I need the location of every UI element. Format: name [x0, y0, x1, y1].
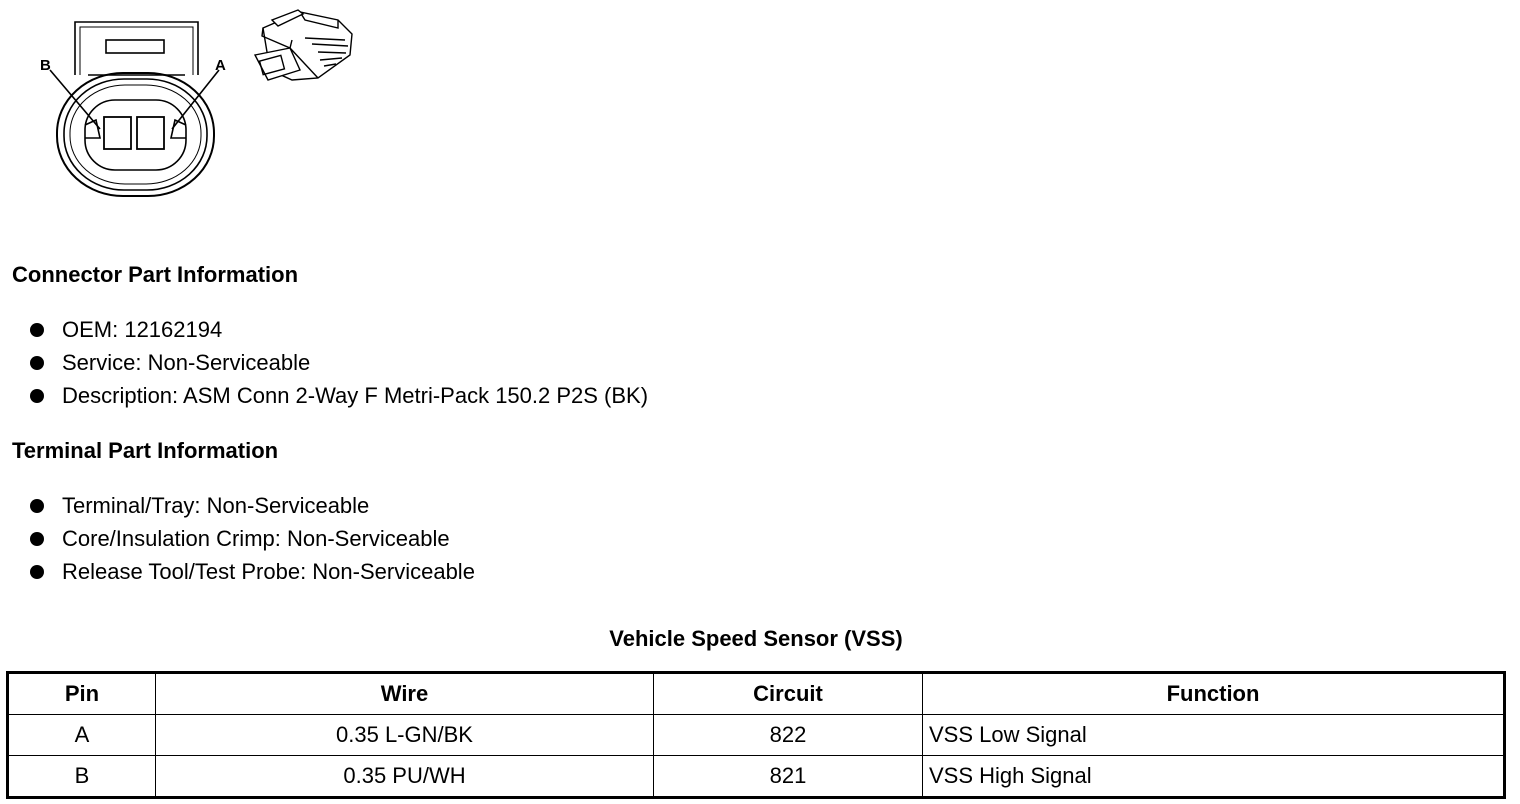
column-header-pin: Pin: [8, 673, 156, 715]
cell-pin: A: [8, 715, 156, 756]
list-item-text: Service: Non-Serviceable: [62, 350, 311, 375]
table-title: Vehicle Speed Sensor (VSS): [609, 626, 903, 651]
list-item-text: Release Tool/Test Probe: Non-Serviceable: [62, 559, 475, 584]
cell-wire: 0.35 L-GN/BK: [156, 715, 654, 756]
table-row: [8, 756, 1505, 798]
list-item: [28, 346, 648, 379]
cell-circuit: 822: [654, 715, 923, 756]
list-item: [28, 379, 648, 412]
column-header-circuit: Circuit: [654, 673, 923, 715]
table-row: [8, 715, 1505, 756]
terminal-info-heading: Terminal Part Information: [12, 438, 279, 463]
pinout-table: [6, 671, 1506, 799]
bullet-icon: [30, 356, 44, 370]
cell-wire: 0.35 PU/WH: [156, 756, 654, 798]
pin-a-label: A: [215, 57, 226, 74]
cell-circuit: 821: [654, 756, 923, 798]
cell-function: VSS Low Signal: [923, 715, 1505, 756]
terminal-info-list: [28, 489, 475, 588]
connector-info-list: [28, 313, 648, 412]
list-item-text: Description: ASM Conn 2-Way F Metri-Pack 150.2 P2S (BK): [62, 383, 649, 408]
list-item: [28, 489, 475, 522]
column-header-wire: Wire: [156, 673, 654, 715]
bullet-icon: [30, 389, 44, 403]
cell-pin: B: [8, 756, 156, 798]
bullet-icon: [30, 499, 44, 513]
connector-info-heading: Connector Part Information: [12, 262, 299, 287]
bullet-icon: [30, 323, 44, 337]
bullet-icon: [30, 532, 44, 546]
pin-b-label: B: [40, 57, 51, 74]
list-item-text: OEM: 12162194: [62, 317, 223, 342]
list-item: [28, 522, 475, 555]
connector-illustration: [0, 0, 370, 215]
list-item: [28, 313, 648, 346]
table-header-row: [8, 673, 1505, 715]
column-header-function: Function: [923, 673, 1505, 715]
connector-face-drawing: [50, 22, 219, 196]
list-item-text: Core/Insulation Crimp: Non-Serviceable: [62, 526, 450, 551]
cell-function: VSS High Signal: [923, 756, 1505, 798]
connector-perspective-drawing: [255, 10, 352, 80]
list-item: [28, 555, 475, 588]
bullet-icon: [30, 565, 44, 579]
list-item-text: Terminal/Tray: Non-Serviceable: [62, 493, 370, 518]
